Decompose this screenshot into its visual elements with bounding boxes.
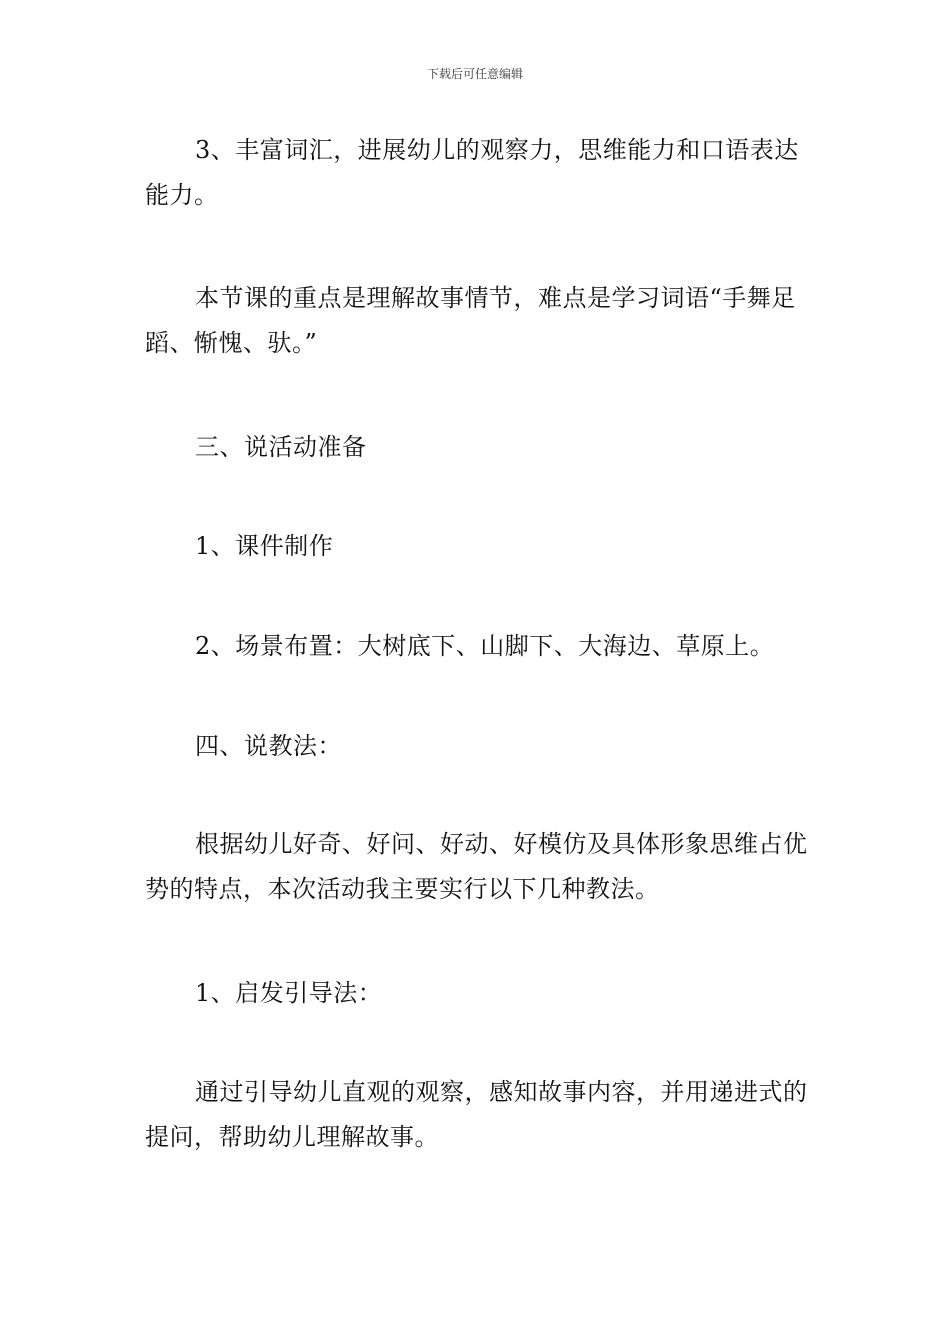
paragraph-guidance-description: 通过引导幼儿直观的观察，感知故事内容，并用递进式的提问，帮助幼儿理解故事。 xyxy=(145,1078,808,1151)
list-item-courseware: 1、课件制作 xyxy=(195,532,334,560)
paragraph-key-points: 本节课的重点是理解故事情节，难点是学习词语“手舞足蹈、惭愧、驮。” xyxy=(145,284,796,357)
header-note: 下载后可任意编辑 xyxy=(426,67,523,81)
section-heading-methods: 四、说教法： xyxy=(195,732,342,760)
paragraph-goal-3: 3、丰富词汇，进展幼儿的观察力，思维能力和口语表达能力。 xyxy=(145,136,799,209)
paragraph-methods-intro: 根据幼儿好奇、好问、好动、好模仿及具体形象思维占优势的特点，本次活动我主要实行以下几种教法。 xyxy=(145,830,808,903)
list-item-guidance-method: 1、启发引导法： xyxy=(195,979,383,1007)
section-heading-preparation: 三、说活动准备 xyxy=(195,433,367,461)
list-item-scene-setup: 2、场景布置：大树底下、山脚下、大海边、草原上。 xyxy=(195,632,775,660)
